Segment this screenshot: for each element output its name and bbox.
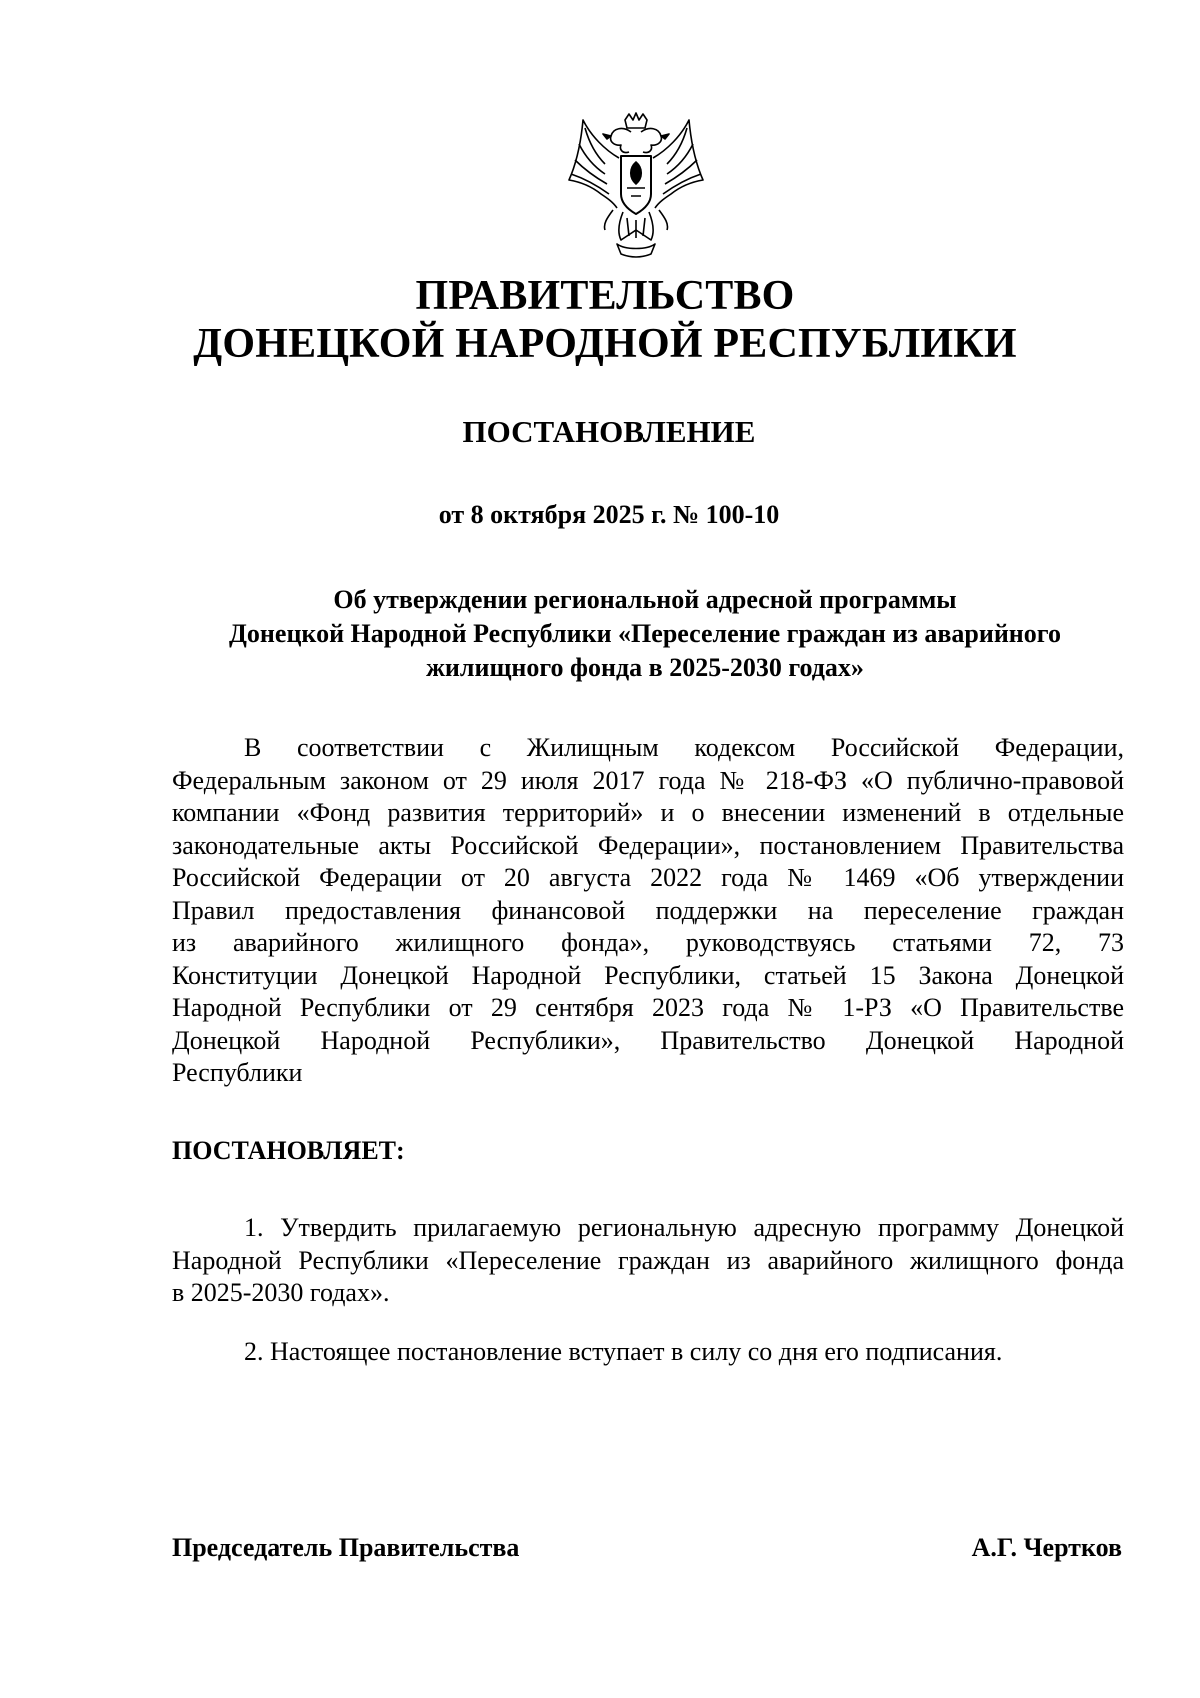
preamble-line: Правил предоставления финансовой поддержки на переселение граждан (172, 895, 1124, 925)
document-date-number: от 8 октября 2025 г. № 100-10 (438, 500, 780, 529)
document-title-line: жилищного фонда в 2025-2030 годах» (426, 653, 864, 682)
document-title-line: Донецкой Народной Республики «Переселение граждан из аварийного (229, 619, 1061, 648)
signatory-position: Председатель Правительства (172, 1533, 520, 1562)
org-name-line2: ДОНЕЦКОЙ НАРОДНОЙ РЕСПУБЛИКИ (193, 321, 1017, 367)
document-title (172, 583, 1118, 685)
decree-item-line: 1. Утвердить прилагаемую региональную адресную программу Донецкой (244, 1213, 1124, 1242)
preamble-line: Донецкой Народной Республики», Правительство Донецкой Народной (172, 1025, 1124, 1055)
decree-item-line: в 2025-2030 годах». (172, 1278, 390, 1307)
coat-of-arms-icon (561, 112, 711, 260)
document-type: ПОСТАНОВЛЕНИЕ (462, 414, 756, 449)
preamble-line: В соответствии с Жилищным кодексом Российской Федерации, (244, 733, 1124, 762)
preamble-line: Конституции Донецкой Народной Республики, статьей 15 Закона Донецкой (172, 960, 1124, 990)
preamble-line: из аварийного жилищного фонда», руководствуясь статьями 72, 73 (172, 928, 1124, 957)
preamble-line: Федеральным законом от 29 июля 2017 года № 218-ФЗ «О публично-правовой (172, 765, 1124, 795)
decree-item-line: Народной Республики «Переселение граждан из аварийного жилищного фонда (172, 1245, 1124, 1275)
document-title-line: Об утверждении региональной адресной программы (333, 585, 957, 614)
signatory-name: А.Г. Чертков (971, 1533, 1122, 1562)
preamble-line: компании «Фонд развития территорий» и о внесении изменений в отдельные (172, 798, 1124, 827)
org-name-line1: ПРАВИТЕЛЬСТВО (415, 273, 795, 319)
decree-item-1 (172, 1212, 1124, 1310)
decree-word: ПОСТАНОВЛЯЕТ: (172, 1136, 405, 1165)
preamble-line: Республики (172, 1058, 303, 1087)
preamble-line: Российской Федерации от 20 августа 2022 года № 1469 «Об утверждении (172, 863, 1124, 892)
decree-item-2 (172, 1336, 1124, 1369)
decree-item-line: 2. Настоящее постановление вступает в силу со дня его подписания. (244, 1337, 1003, 1366)
preamble-line: законодательные акты Российской Федерации», постановлением Правительства (172, 830, 1124, 860)
preamble-paragraph (172, 732, 1124, 1090)
preamble-line: Народной Республики от 29 сентября 2023 года № 1-РЗ «О Правительстве (172, 993, 1124, 1022)
